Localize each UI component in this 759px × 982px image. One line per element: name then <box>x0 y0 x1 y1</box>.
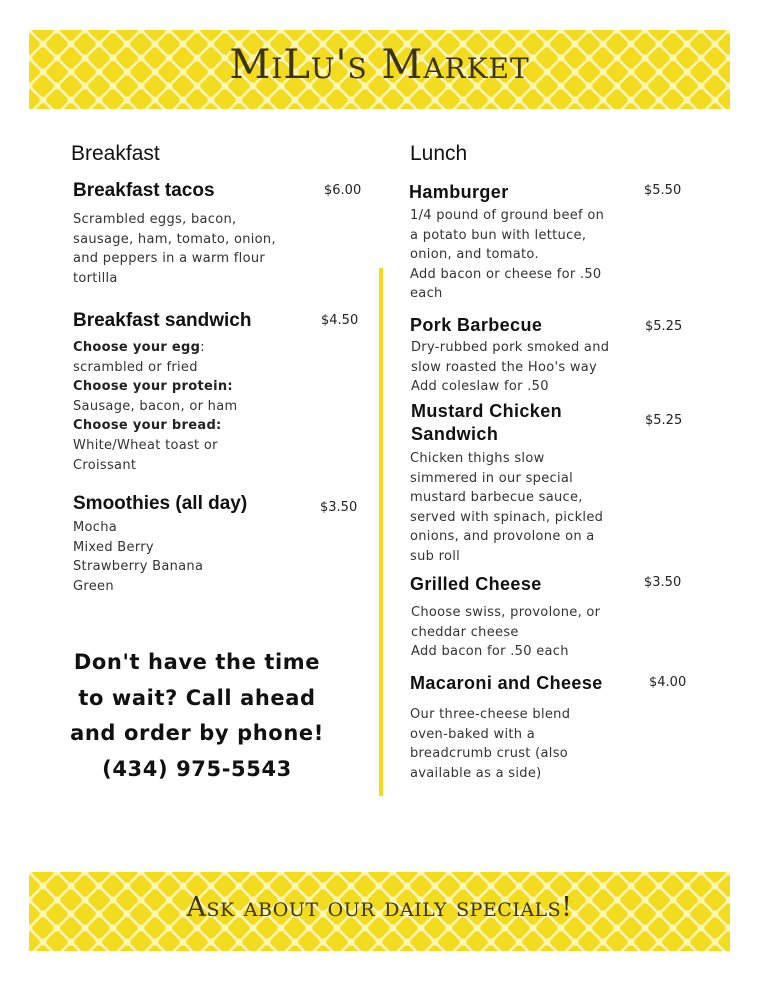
desc-line: Scrambled eggs, bacon, <box>73 212 237 227</box>
grilled-cheese-description <box>411 603 600 662</box>
protein-label: Choose your protein: <box>73 379 233 395</box>
lunch-heading: Lunch <box>410 142 468 165</box>
mustard-chicken-description <box>410 449 603 567</box>
mustard-chicken-price: $5.25 <box>645 413 683 428</box>
desc-line: served with spinach, pickled <box>410 509 604 525</box>
desc-line: Add bacon or cheese for .50 <box>410 266 602 282</box>
smoothies-price: $3.50 <box>320 500 358 515</box>
desc-line: Choose swiss, provolone, or <box>411 605 601 620</box>
bread-label: Choose your bread: <box>73 418 222 434</box>
desc-line: sub roll <box>410 548 461 564</box>
breakfast-tacos-description <box>73 210 276 288</box>
smoothies-list <box>73 518 203 596</box>
mustard-chicken-name <box>411 400 562 446</box>
pork-barbecue-description <box>411 338 609 397</box>
item-name-line: Sandwich <box>411 424 499 444</box>
desc-line: Chicken thighs slow <box>410 451 545 466</box>
phone-number: (434) 975-5543 <box>102 756 292 781</box>
callout-line: and order by phone! <box>70 721 324 745</box>
desc-line: cheddar cheese <box>411 624 519 640</box>
bread-value: White/Wheat toast or <box>73 437 218 453</box>
hamburger-name: Hamburger <box>409 182 509 202</box>
smoothies-name: Smoothies (all day) <box>73 493 248 514</box>
breakfast-tacos-price: $6.00 <box>324 183 362 198</box>
desc-line: mustard barbecue sauce, <box>410 490 583 506</box>
protein-value: Sausage, bacon, or ham <box>73 398 238 414</box>
call-ahead-callout <box>66 645 328 787</box>
egg-label: Choose your egg <box>73 340 201 355</box>
menu-title: MiLu's Market <box>229 42 530 88</box>
breakfast-sandwich-name: Breakfast sandwich <box>73 310 252 331</box>
pork-barbecue-price: $5.25 <box>645 319 683 334</box>
pork-barbecue-name: Pork Barbecue <box>410 315 543 335</box>
mac-and-cheese-name: Macaroni and Cheese <box>410 673 603 693</box>
header-banner <box>29 30 730 109</box>
callout-line: Don't have the time <box>73 650 321 674</box>
desc-line: and peppers in a warm flour <box>73 251 266 267</box>
breakfast-sandwich-price: $4.50 <box>321 313 359 328</box>
list-item: Green <box>73 578 114 594</box>
desc-line: 1/4 pound of ground beef on <box>410 208 605 223</box>
item-name-line: Mustard Chicken <box>411 401 563 421</box>
column-divider <box>379 268 383 796</box>
breakfast-sandwich-description: Choose your egg: scrambled or fried Choose your protein: Sausage, bacon, or ham Choose your bread: White/Wheat toast or Croissant <box>73 338 237 475</box>
desc-line: sausage, ham, tomato, onion, <box>73 231 276 247</box>
list-item: Mocha <box>73 520 118 535</box>
bread-value: Croissant <box>73 457 137 473</box>
desc-line: tortilla <box>73 270 118 286</box>
grilled-cheese-price: $3.50 <box>644 575 682 590</box>
desc-line: slow roasted the Hoo's way <box>411 359 598 375</box>
breakfast-heading: Breakfast <box>71 142 160 165</box>
callout-line: to wait? Call ahead <box>78 685 316 710</box>
desc-line: Add coleslaw for .50 <box>411 379 549 395</box>
hamburger-description <box>410 206 604 304</box>
breakfast-tacos-name: Breakfast tacos <box>73 180 215 201</box>
list-item: Mixed Berry <box>73 539 154 555</box>
list-item: Strawberry Banana <box>73 559 204 575</box>
desc-line: onions, and provolone on a <box>410 529 595 545</box>
mac-and-cheese-price: $4.00 <box>649 675 687 690</box>
hamburger-price: $5.50 <box>644 183 682 198</box>
desc-line: Add bacon for .50 each <box>411 644 569 660</box>
footer-banner <box>29 872 730 951</box>
grilled-cheese-name: Grilled Cheese <box>410 574 542 594</box>
desc-line: simmered in our special <box>410 470 574 486</box>
desc-line: oven-baked with a <box>410 726 536 742</box>
desc-line: breadcrumb crust (also <box>410 746 569 762</box>
desc-line: a potato bun with lettuce, <box>410 227 587 243</box>
desc-line: Dry-rubbed pork smoked and <box>411 340 610 355</box>
daily-specials-text: Ask about our daily specials! <box>186 892 573 923</box>
desc-line: Our three-cheese blend <box>410 707 571 722</box>
desc-line: available as a side) <box>410 765 542 781</box>
desc-line: each <box>410 286 443 302</box>
mac-and-cheese-description <box>410 705 570 783</box>
egg-value: scrambled or fried <box>73 359 198 375</box>
desc-line: onion, and tomato. <box>410 247 539 263</box>
